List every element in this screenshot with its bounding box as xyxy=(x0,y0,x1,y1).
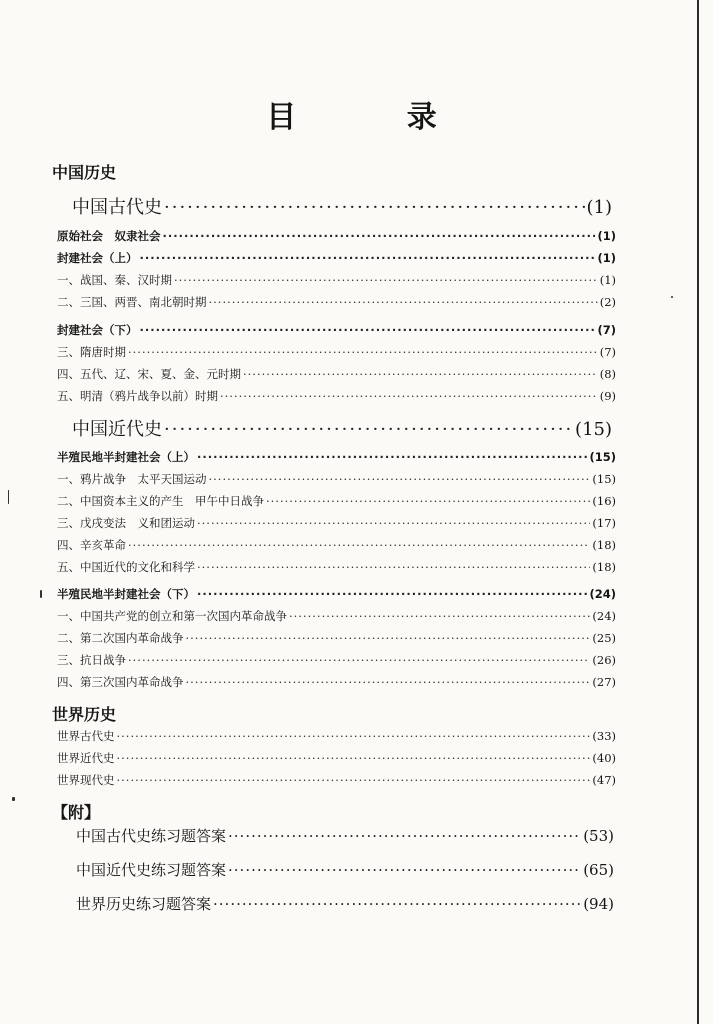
toc-entry-label: 世界古代史 xyxy=(57,729,115,743)
toc-entry-page: (15) xyxy=(589,450,616,464)
toc-entry-page: (18) xyxy=(592,538,616,552)
toc-dot-leader xyxy=(289,609,590,623)
toc-entry-page: (8) xyxy=(599,367,616,381)
toc-entry-label: 一、鸦片战争 太平天国运动 xyxy=(57,472,207,486)
toc-entry-label: 半殖民地半封建社会（下） xyxy=(57,587,195,601)
toc-dot-leader xyxy=(128,345,598,359)
toc-dot-leader xyxy=(128,538,590,552)
toc-dot-leader xyxy=(220,389,598,403)
toc-entry-label: 五、中国近代的文化和科学 xyxy=(57,560,195,574)
toc-entry xyxy=(57,674,616,690)
toc-dot-leader xyxy=(117,729,591,743)
toc-dot-leader xyxy=(140,323,596,337)
toc-entry xyxy=(57,728,616,744)
toc-entry-label: 封建社会（上） xyxy=(57,251,138,265)
toc-dot-leader xyxy=(163,229,596,243)
toc-dot-leader xyxy=(186,675,591,689)
toc-dot-leader xyxy=(213,895,581,913)
toc-entry-page: (15) xyxy=(575,419,612,440)
toc-dot-leader xyxy=(164,197,585,218)
toc-entry-label: 世界历史练习题答案 xyxy=(76,895,212,913)
toc-entry xyxy=(57,250,616,266)
toc-entry xyxy=(76,859,614,880)
toc-entry-page: (16) xyxy=(592,494,616,508)
toc-entry xyxy=(57,652,616,668)
toc-entry-label: 封建社会（下） xyxy=(57,323,138,337)
toc-entry xyxy=(57,366,616,382)
toc-entry-label: 二、第二次国内革命战争 xyxy=(57,631,184,645)
toc-entry xyxy=(57,471,616,487)
toc-entry xyxy=(57,559,616,575)
toc-dot-leader xyxy=(128,653,590,667)
toc-entry xyxy=(57,772,616,788)
toc-entry-label: 四、辛亥革命 xyxy=(57,538,126,552)
toc-entry-page: (15) xyxy=(592,472,616,486)
toc-entry xyxy=(72,415,612,441)
section-heading-china-history: 中国历史 xyxy=(52,163,117,182)
toc-entry-page: (65) xyxy=(583,861,614,879)
toc-entry-label: 三、抗日战争 xyxy=(57,653,126,667)
toc-dot-leader xyxy=(117,773,591,787)
toc-entry-label: 五、明清（鸦片战争以前）时期 xyxy=(57,389,218,403)
toc-entry-label: 中国近代史练习题答案 xyxy=(76,861,227,879)
toc-entry-page: (1) xyxy=(599,273,616,287)
toc-entry-label: 世界近代史 xyxy=(57,751,115,765)
toc-dot-leader xyxy=(140,251,596,265)
toc-entry-page: (25) xyxy=(592,631,616,645)
toc-entry-page: (17) xyxy=(592,516,616,530)
toc-entry-page: (26) xyxy=(592,653,616,667)
toc-entry xyxy=(76,893,614,914)
section-heading-world-history: 世界历史 xyxy=(52,705,117,724)
toc-entry-label: 一、中国共产党的创立和第一次国内革命战争 xyxy=(57,609,287,623)
toc-entry xyxy=(57,322,616,338)
toc-dot-leader xyxy=(174,273,598,287)
toc-entry xyxy=(76,825,614,846)
toc-entry-page: (27) xyxy=(592,675,616,689)
toc-dot-leader xyxy=(228,861,581,879)
toc-entry xyxy=(57,608,616,624)
toc-entry xyxy=(57,630,616,646)
toc-entry xyxy=(57,388,616,404)
toc-dot-leader xyxy=(197,587,587,601)
toc-entry-label: 二、中国资本主义的产生 甲午中日战争 xyxy=(57,494,264,508)
scan-speck xyxy=(40,590,42,598)
toc-entry xyxy=(57,537,616,553)
toc-dot-leader xyxy=(197,560,590,574)
toc-entry-page: (33) xyxy=(592,729,616,743)
toc-entry-page: (1) xyxy=(597,229,616,243)
toc-dot-leader xyxy=(228,827,581,845)
toc-entry-label: 世界现代史 xyxy=(57,773,115,787)
toc-entry xyxy=(57,294,616,310)
page-edge-line xyxy=(697,0,699,1024)
toc-entry xyxy=(72,193,612,219)
toc-entry-page: (1) xyxy=(597,251,616,265)
toc-entry xyxy=(57,586,616,602)
toc-dot-leader xyxy=(186,631,591,645)
scan-speck xyxy=(8,490,9,504)
toc-dot-leader xyxy=(243,367,598,381)
toc-entry-label: 中国古代史 xyxy=(72,197,162,218)
toc-entry-label: 三、隋唐时期 xyxy=(57,345,126,359)
toc-entry xyxy=(57,493,616,509)
toc-entry-page: (24) xyxy=(592,609,616,623)
toc-entry-label: 二、三国、两晋、南北朝时期 xyxy=(57,295,207,309)
toc-entry xyxy=(57,750,616,766)
toc-entry-page: (40) xyxy=(592,751,616,765)
scan-speck xyxy=(12,797,15,801)
toc-entry-page: (7) xyxy=(599,345,616,359)
scan-speck xyxy=(671,296,673,298)
toc-dot-leader xyxy=(197,516,590,530)
toc-entry-page: (94) xyxy=(583,895,614,913)
toc-entry-page: (2) xyxy=(599,295,616,309)
section-heading-appendix: 【附】 xyxy=(52,803,101,822)
toc-entry-label: 四、第三次国内革命战争 xyxy=(57,675,184,689)
toc-entry-page: (7) xyxy=(597,323,616,337)
page-title: 目 录 xyxy=(266,100,487,135)
toc-entry xyxy=(57,449,616,465)
toc-entry xyxy=(57,515,616,531)
toc-entry-page: (24) xyxy=(589,587,616,601)
toc-dot-leader xyxy=(266,494,590,508)
toc-dot-leader xyxy=(117,751,591,765)
toc-entry-page: (53) xyxy=(583,827,614,845)
toc-entry-label: 中国古代史练习题答案 xyxy=(76,827,227,845)
toc-dot-leader xyxy=(164,419,573,440)
toc-entry-label: 半殖民地半封建社会（上） xyxy=(57,450,195,464)
toc-entry-label: 一、战国、秦、汉时期 xyxy=(57,273,172,287)
toc-entry-page: (1) xyxy=(586,197,612,218)
toc-entry-label: 三、戊戌变法 义和团运动 xyxy=(57,516,195,530)
toc-entry xyxy=(57,228,616,244)
toc-entry xyxy=(57,272,616,288)
toc-entry-label: 原始社会 奴隶社会 xyxy=(57,229,161,243)
toc-entry-page: (18) xyxy=(592,560,616,574)
toc-entry-label: 四、五代、辽、宋、夏、金、元时期 xyxy=(57,367,241,381)
toc-entry-label: 中国近代史 xyxy=(72,419,162,440)
toc-dot-leader xyxy=(197,450,587,464)
toc-entry xyxy=(57,344,616,360)
toc-entry-page: (47) xyxy=(592,773,616,787)
toc-dot-leader xyxy=(209,295,598,309)
toc-dot-leader xyxy=(209,472,591,486)
toc-entry-page: (9) xyxy=(599,389,616,403)
